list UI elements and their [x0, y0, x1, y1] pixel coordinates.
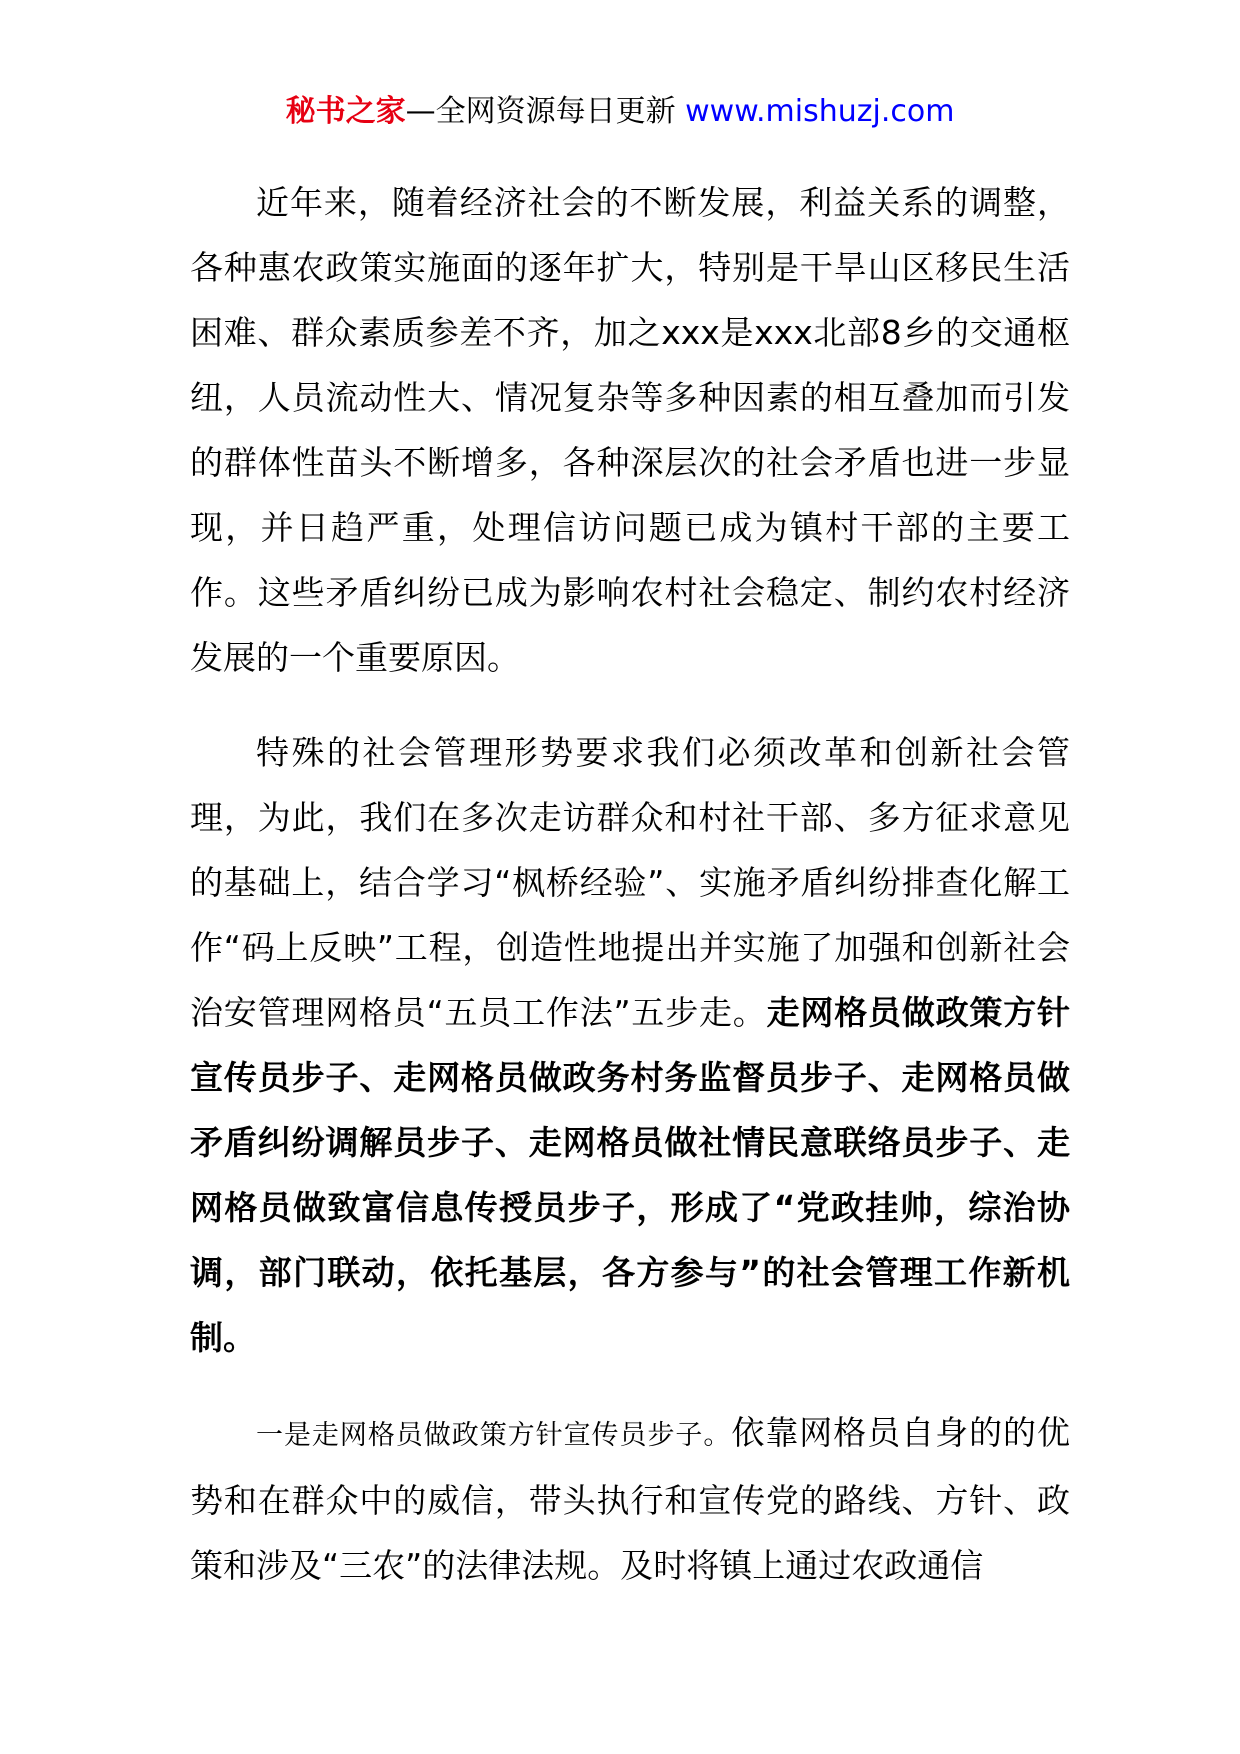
paragraph-2 — [190, 720, 1070, 1370]
paragraph-lead: 一是走网格员做政策方针宣传员步子。 — [256, 1420, 732, 1451]
brand-name: 秘书之家 — [285, 94, 406, 129]
document-body — [190, 170, 1070, 1598]
paragraph-text: 依靠网格员自身的的优势和在群众中的威信，带头执行和宣传党的路线、方针、政策和涉及“三农”的法律法规。及时将镇上通过农政通信 — [190, 1413, 1071, 1585]
site-url-link[interactable]: www.mishuzj.com — [685, 94, 955, 129]
paragraph-text: 近年来，随着经济社会的不断发展，利益关系的调整，各种惠农政策实施面的逐年扩大，特别是干旱山区移民生活困难、群众素质参差不齐，加之xxx是xxx北部8乡的交通枢纽，人员流动性大、情况复杂等多种因素的相互叠加而引发的群体性苗头不断增多，各种深层次的社会矛盾也进一步显现，并日趋严重，处理信访问题已成为镇村干部的主要工作。这些矛盾纠纷已成为影响农村社会稳定、制约农村经济发展的一个重要原因。 — [190, 183, 1070, 677]
paragraph-text: 特殊的社会管理形势要求我们必须改革和创新社会管理，为此，我们在多次走访群众和村社干部、多方征求意见的基础上，结合学习“枫桥经验”、实施矛盾纠纷排查化解工作“码上反映”工程，创造性地提出并实施了加强和创新社会治安管理网格员“五员工作法”五步走。 — [190, 733, 1070, 1032]
header-tagline: —全网资源每日更新 — [405, 94, 676, 129]
paragraph-3 — [190, 1400, 1070, 1598]
paragraph-1 — [190, 170, 1070, 690]
page-header — [0, 92, 1240, 132]
paragraph-bold-text: 走网格员做政策方针宣传员步子、走网格员做政务村务监督员步子、走网格员做矛盾纠纷调解员步子、走网格员做社情民意联络员步子、走网格员做致富信息传授员步子，形成了“党政挂帅，综治协调，部门联动，依托基层，各方参与”的社会管理工作新机制。 — [190, 993, 1070, 1357]
